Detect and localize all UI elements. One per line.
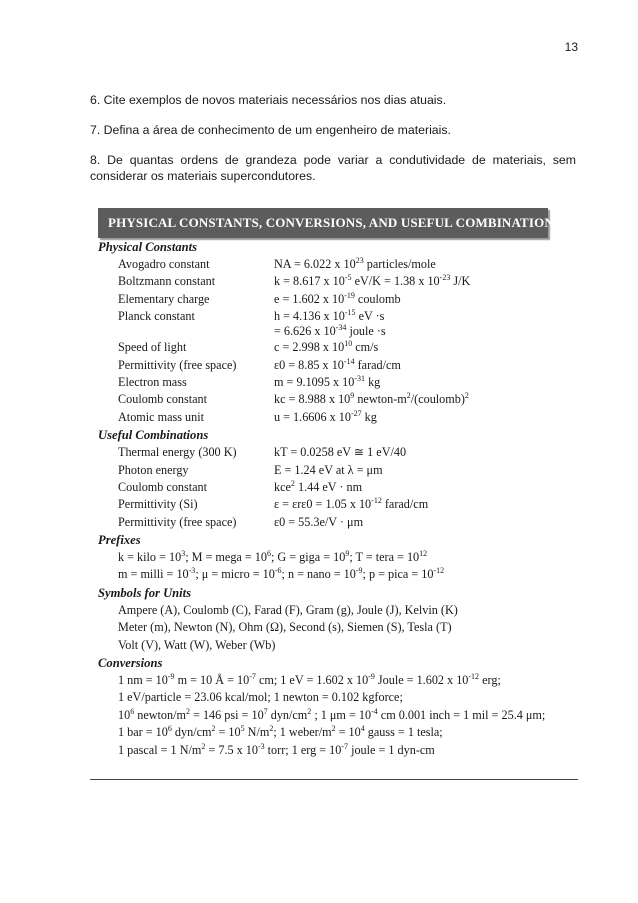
constant-label: Boltzmann constant [118,274,216,289]
prefix-line: m = milli = $10^{-3}$; μ = micro = $10^{-6}$; n = nano = $10^{-9}$; p = pica = $10^{-12}$ [118,566,445,582]
constant-row [92,357,578,374]
symbols-for-units-list [92,602,578,654]
constant-row [92,514,578,531]
constant-value: kc = 8.988 x $10^9$ newton-$m^2/(coulomb)^2$ [274,391,469,407]
question-8: 8. De quantas ordens de grandeza pode variar a condutividade de materiais, sem considerar os materiais supercondutores. [90,153,576,183]
constant-value: k = 8.617 x $10^{-5}$ eV/K = 1.38 x $10^{-23}$ J/K [274,273,471,289]
section-heading-useful-combinations: Useful Combinations [98,428,209,443]
constant-value: ε0 = 8.85 x $10^{-14}$ farad/cm [274,356,401,372]
section-heading-physical-constants: Physical Constants [98,240,198,254]
constants-table-figure [92,208,578,759]
page-number: 13 [564,40,578,54]
constant-label: Elementary charge [118,291,210,306]
conversion-line: 1 nm = $10^{-9}$ m = 10 Å = $10^{-7}$ cm; 1 eV = 1.602 x $10^{-9}$ Joule = 1.602 x $10^{-12}$ erg; [118,671,501,688]
constant-value: NA = 6.022 x $10^{23}$ particles/mole [274,255,436,271]
physical-constants-list [92,256,578,426]
constant-row [92,462,578,479]
bottom-divider [90,779,578,780]
constant-value: m = 9.1095 x $10^{-31}$ kg [274,373,381,389]
constant-value: e = 1.602 x $10^{-19}$ coulomb [274,290,401,306]
constant-value: ε0 = 55.3e/V · μm [274,514,364,529]
constant-row [92,409,578,426]
constant-label: Photon energy [118,462,189,477]
constant-label: Speed of light [118,340,187,355]
conversions-list [92,672,578,759]
conversion-line: 1 eV/particle = 23.06 kcal/mol; 1 newton = 0.102 kgforce; [118,690,403,705]
unit-symbol-line: Ampere (A), Coulomb (C), Farad (F), Gram (g), Joule (J), Kelvin (K) [118,602,458,617]
constant-row [92,256,578,273]
constant-label: Coulomb constant [118,392,208,407]
constant-row [92,374,578,391]
constant-row [92,308,578,339]
constant-label: Electron mass [118,374,187,389]
constant-value: kT = 0.0258 eV ≅ 1 eV/40 [274,445,407,460]
constant-row [92,273,578,290]
constant-label: Coulomb constant [118,479,208,494]
constant-label: Permittivity (free space) [118,357,237,372]
section-heading-conversions: Conversions [98,656,163,671]
unit-symbol-line: Volt (V), Watt (W), Weber (Wb) [118,637,276,652]
useful-combinations-list [92,444,578,531]
constant-label: Avogadro constant [118,257,210,271]
conversion-line: 1 bar = $10^6$ dyn/$cm^2 = 10^5$ $N/m^2$; 1 weber/$m^2 = 10^4$ gauss = 1 tesla; [118,724,443,740]
constant-label: Permittivity (free space) [118,514,237,529]
unit-symbol-line: Meter (m), Newton (N), Ohm (Ω), Second (s), Siemen (S), Tesla (T) [118,620,452,635]
constant-value: kce$^2$ 1.44 eV · nm [274,478,363,494]
constant-row [92,391,578,408]
constant-value: u = 1.6606 x $10^{-27}$ kg [274,408,377,424]
table-title-banner: PHYSICAL CONSTANTS, CONVERSIONS, AND USEFUL COMBINATIONS [98,208,548,238]
prefix-line: k = kilo = $10^3$; M = mega = $10^6$; G = giga = $10^9$; T = tera = $10^{12}$ [118,549,428,565]
constant-value-alt: = 6.626 x $10^{-34}$ joule ·s [274,323,386,339]
constant-label: Permittivity (Si) [118,497,198,512]
constant-row [92,339,578,356]
question-6: 6. Cite exemplos de novos materiais necessários nos dias atuais. [90,93,447,107]
constant-value: ε = εrε0 = 1.05 x $10^{-12}$ farad/cm [274,496,429,512]
constant-row [92,444,578,461]
constant-label: Planck constant [118,309,195,324]
prefixes-list [92,549,578,584]
questions-list [90,92,576,198]
section-heading-symbols-for-units: Symbols for Units [98,585,192,600]
constant-row [92,496,578,513]
conversion-line: $10^6$ newton/$m^2 = 146$ psi = $10^7$ dyn/$cm^2$ ; 1 $\mu m = 10^{-4}$ cm 0.001 inch = 1 mil = 25.4 μm; [118,706,546,722]
constant-label: Thermal energy (300 K) [118,445,237,460]
constant-row [92,479,578,496]
constant-row [92,291,578,308]
constant-value: E = 1.24 eV at λ = μm [274,462,383,477]
conversion-line: 1 pascal = 1 $N/m^2 = 7.5$ x $10^{-3}$ torr; 1 erg = $10^{-7}$ joule = 1 dyn-cm [118,741,435,757]
constant-value: h = 4.136 x $10^{-15}$ eV ·s [274,308,385,324]
constant-value: c = 2.998 x $10^{10}$ cm/s [274,339,379,355]
question-7: 7. Defina a área de conhecimento de um engenheiro de materiais. [90,123,451,137]
section-heading-prefixes: Prefixes [98,533,141,548]
constant-label: Atomic mass unit [118,409,204,424]
